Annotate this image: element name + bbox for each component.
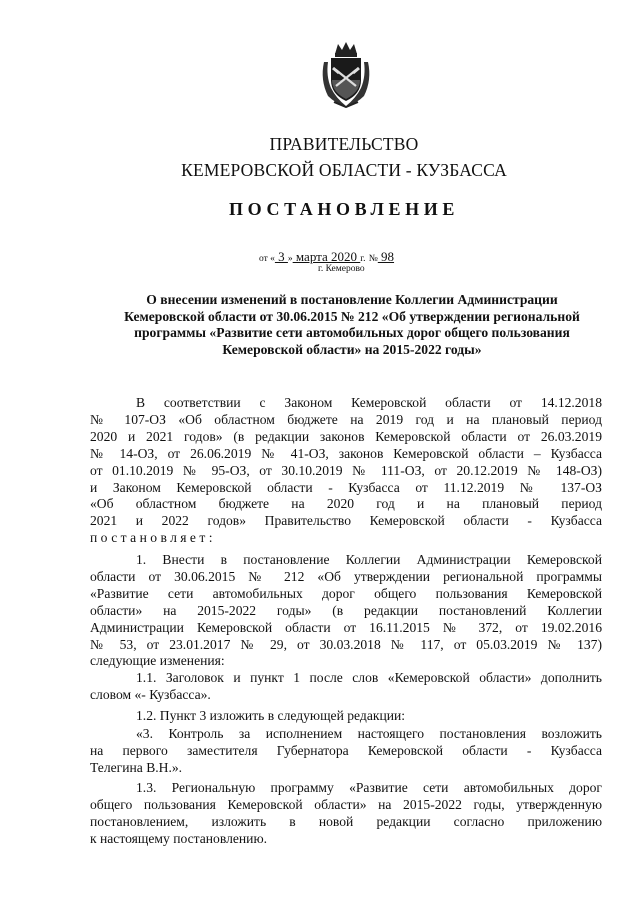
text-line: к настоящему постановлению. [90,830,268,846]
text-line: на первого заместителя Губернатора Кемеровской области - Кузбасса [90,742,602,758]
paragraph-item-1-2 [90,708,602,725]
text-line: № 107-ОЗ «Об областном бюджете на 2019 год и на плановый период [90,411,602,427]
date-prefix: от « [259,254,275,264]
paragraph-item-1-1 [90,670,602,704]
text-line: 1.1. Заголовок и пункт 1 после слов «Кемеровской области» дополнить [136,670,602,685]
document-city: г. Кемерово [318,264,365,274]
text-line: области от 30.06.2015 № 212 «Об утверждении региональной программы [90,568,602,584]
paragraph-item-1 [90,552,602,670]
text-line: области» на 2015-2022 годы» (в редакции постановлений Коллегии [90,602,602,618]
text-line: № 53, от 23.01.2017 № 29, от 30.03.2018 № 117, от 05.03.2019 № 137) [90,636,602,652]
text-line: 1.3. Региональную программу «Развитие сети автомобильных дорог [136,780,602,795]
document-type-heading: ПОСТАНОВЛЕНИЕ [229,199,459,219]
text-line: общего пользования Кемеровской области» на 2015-2022 годы, утвержденную [90,796,602,812]
government-title: ПРАВИТЕЛЬСТВО [269,134,419,154]
text-line: и Законом Кемеровской области - Кузбасса от 11.12.2019 № 137-ОЗ [90,479,602,495]
text-line: «Развитие сети автомобильных дорог общего пользования Кемеровской [90,585,602,601]
text-line: В соответствии с Законом Кемеровской области от 14.12.2018 [136,395,602,410]
paragraph-item-3-quote [90,726,602,777]
text-line: постановлением, изложить в новой редакции согласно приложению [90,813,602,829]
text-line: Администрации Кемеровской области от 16.11.2015 № 372, от 19.02.2016 [90,619,602,635]
document-date-number [259,249,394,265]
text-line: Телегина В.Н.». [90,759,183,775]
subject-line: О внесении изменений в постановление Коллегии Администрации [146,292,558,307]
subject-line: Кемеровской области от 30.06.2015 № 212 «Об утверждении региональной [124,308,580,324]
date-month-year: марта 2020 [292,249,361,264]
text-line: «Об областном бюджете на 2020 год и на плановый период [90,496,602,512]
text-line-decree: постановляет: [90,530,216,546]
paragraph-preamble [90,395,602,547]
text-line: 1.2. Пункт 3 изложить в следующей редакции: [136,708,406,723]
paragraph-item-1-3 [90,780,602,848]
date-day: 3 [274,249,288,264]
number-label: № [368,254,378,264]
text-line: 1. Внести в постановление Коллегии Администрации Кемеровской [136,552,602,567]
subject-line: программы «Развитие сети автомобильных дорог общего пользования [134,325,570,341]
text-line: 2021 и 2022 годов» Правительство Кемеровской области - Кузбасса [90,513,602,529]
document-subject [90,292,614,358]
text-line: № 14-ОЗ, от 26.06.2019 № 41-ОЗ, законов Кемеровской области – Кузбасса [90,445,602,461]
date-day-close: » [287,254,293,264]
document-number: 98 [377,249,395,264]
text-line: следующие изменения: [90,653,225,669]
text-line: словом «- Кузбасса». [90,686,211,702]
subject-line: Кемеровской области» на 2015-2022 годы» [222,341,482,357]
text-line: от 01.10.2019 № 95-ОЗ, от 30.10.2019 № 111-ОЗ, от 20.12.2019 № 148-ОЗ) [90,462,602,478]
date-year-suffix: г. [360,254,366,264]
government-subtitle: КЕМЕРОВСКОЙ ОБЛАСТИ - КУЗБАССА [181,160,507,180]
text-line: «3. Контроль за исполнением настоящего постановления возложить [136,726,602,741]
kemerovo-coat-of-arms-icon [318,40,374,108]
text-line: 2020 и 2021 годов» (в редакции законов Кемеровской области от 26.03.2019 [90,428,602,444]
